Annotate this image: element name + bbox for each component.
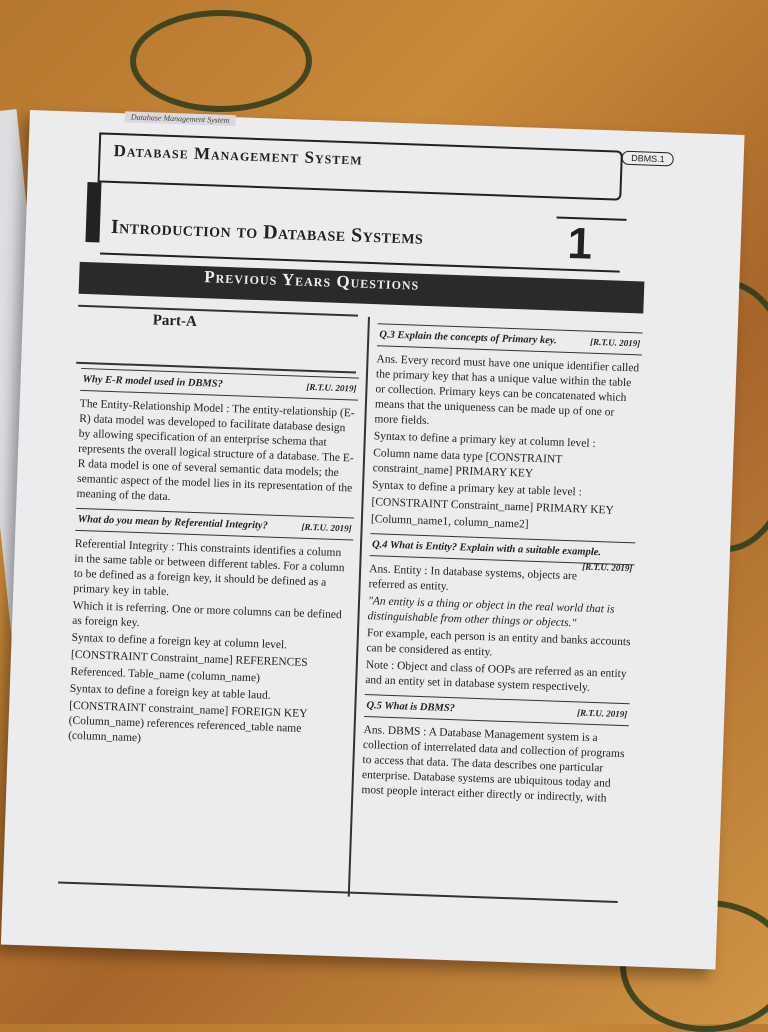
question-heading	[364, 694, 630, 726]
question-heading	[80, 368, 359, 401]
syntax-line: [CONSTRAINT Constraint_name] PRIMARY KEY	[371, 496, 615, 517]
answer-note: Note : Object and class of OOPs are referred as an entity and an entity set in database system respectively.	[365, 659, 627, 694]
question-ref: [R.T.U. 2019]	[582, 561, 633, 574]
chapter-title: Introduction to Database Systems	[110, 215, 424, 249]
running-head: Database Management System	[125, 111, 236, 126]
book-page	[1, 110, 745, 969]
syntax-line: Column name data type [CONSTRAINT constraint_name] PRIMARY KEY	[372, 447, 563, 480]
chapter-number: 1	[566, 218, 593, 269]
definition-quote: "An entity is a thing or object in the real world that is distinguishable from other things or objects."	[367, 595, 615, 630]
divider	[58, 881, 618, 903]
question-text: Q.4 What is Entity? Explain with a suitable example.	[371, 539, 602, 559]
question-text: Why E-R model used in DBMS?	[82, 374, 224, 390]
question-text: What do you mean by Referential Integrity?	[77, 513, 268, 532]
question-ref: [R.T.U. 2019]	[576, 707, 628, 720]
question-heading	[75, 508, 354, 541]
question-heading	[377, 323, 643, 355]
answer-text: [CONSTRAINT constraint_name] FOREIGN KEY (Column_name) references referenced_table name (column_name)	[67, 699, 308, 745]
syntax-line: [Column_name1, column_name2]	[370, 513, 529, 531]
answer-text: The Entity-Relationship Model : The entity-relationship (E-R) data model was developed to facilitate database design by allowing specification of an enterprise schema that represents the overall logical structure of a database. The E-R data model is one of several semantic data models; the semantic aspect of the model lies in its representation of the meaning of the data.	[76, 397, 355, 504]
left-column	[68, 362, 359, 755]
question-text: Q.5 What is DBMS?	[366, 700, 456, 715]
question-ref: [R.T.U. 2019]	[301, 521, 352, 534]
book-title: Database Management System	[113, 140, 364, 169]
unit-strip	[85, 182, 101, 242]
question-ref: [R.T.U. 2019]	[589, 336, 641, 349]
syntax-line: Syntax to define a primary key at column level :	[373, 430, 596, 450]
part-heading: Part-A	[152, 312, 198, 330]
page-badge: DBMS.1	[622, 151, 674, 167]
answer-text: Referenced. Table_name (column_name)	[70, 665, 261, 685]
answer-text: Ans. Every record must have one unique identifier called the primary key that has a unique value within the table or collection. Primary keys can be concatenated which means that the uniqueness can be made up of one or more fields.	[374, 353, 640, 428]
right-column	[361, 317, 643, 809]
question-ref: [R.T.U. 2019]	[306, 381, 357, 394]
answer-text: Ans. Entity : In database systems, objects are referred as entity.	[368, 563, 578, 593]
fabric-pattern	[130, 10, 312, 112]
syntax-line: Syntax to define a primary key at table level :	[371, 479, 583, 499]
answer-text: Which it is referring. One or more columns can be defined as foreign key.	[71, 599, 342, 630]
answer-text: Ans. DBMS : A Database Management system is a collection of interrelated data and collection of programs to access that data. The data describes one particular enterprise. Database systems are ubiquitous today and most people interact either directly or indirectly, with	[361, 724, 625, 805]
section-banner-text: Previous Years Questions	[203, 267, 420, 294]
answer-text: Referential Integrity : This constraints identifies a column in the same table or between different tables. For a column to be defined as a foreign key, it should be defined as a primary key in table.	[73, 537, 345, 599]
answer-text: For example, each person is an entity and banks accounts can be considered as entity.	[366, 627, 631, 659]
answer-text: Syntax to define a foreign key at table laud.	[69, 682, 271, 702]
question-text: Q.3 Explain the concepts of Primary key.	[379, 329, 557, 347]
question-heading	[370, 533, 636, 574]
answer-text: [CONSTRAINT Constraint_name] REFERENCES	[70, 648, 308, 670]
answer-text: Syntax to define a foreign key at column level.	[71, 631, 288, 652]
